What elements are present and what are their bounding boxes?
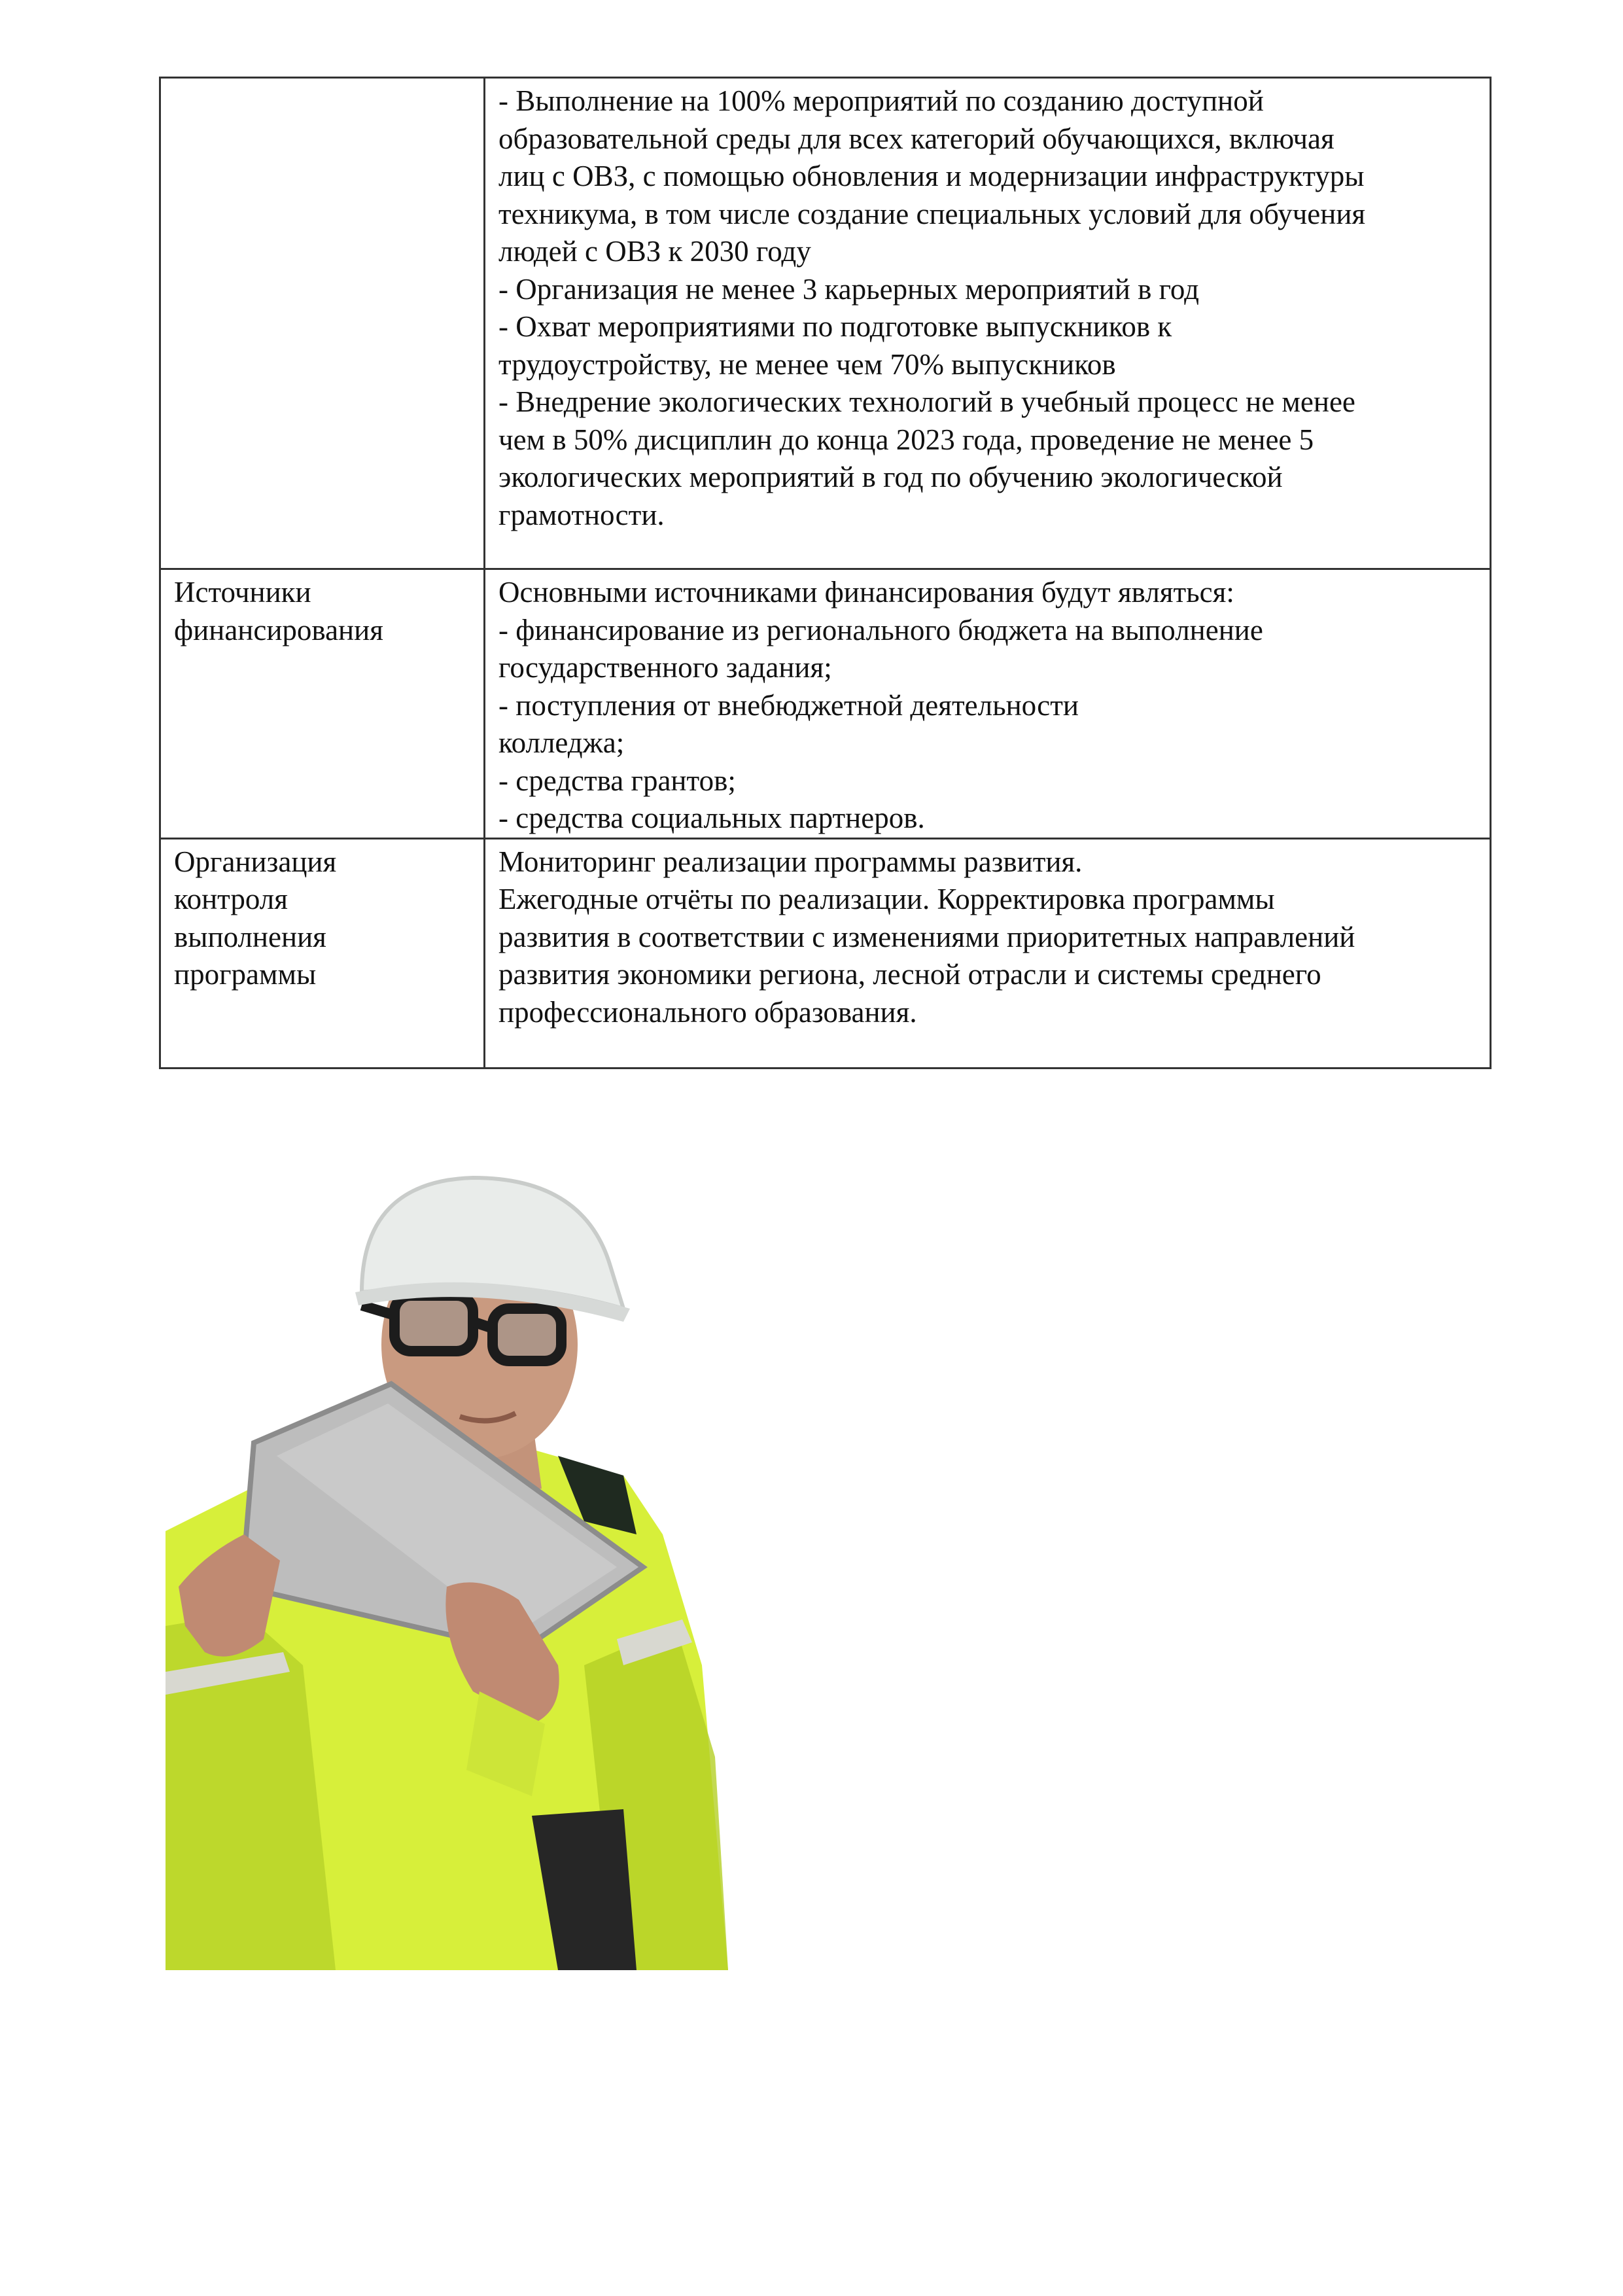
label-line: Источники xyxy=(174,576,311,609)
row-value-cell xyxy=(485,569,1491,839)
text-line: грамотности. xyxy=(498,498,665,531)
text-line: экологических мероприятий в год по обучению экологической xyxy=(498,461,1283,493)
text-line: - Внедрение экологических технологий в учебный процесс не менее xyxy=(498,385,1355,418)
row-value-cell xyxy=(485,78,1491,569)
label-line: контроля xyxy=(174,883,288,915)
text-line: Основными источниками финансирования будут являться: xyxy=(498,576,1234,609)
label-line: финансирования xyxy=(174,613,383,646)
text-line: Мониторинг реализации программы развития. xyxy=(498,845,1083,878)
text-line: - Выполнение на 100% мероприятий по созданию доступной xyxy=(498,84,1264,117)
text-line: - средства социальных партнеров. xyxy=(498,802,925,834)
row-label-cell xyxy=(160,78,485,569)
label-line: программы xyxy=(174,958,317,991)
text-line: государственного задания; xyxy=(498,651,832,684)
text-line: - поступления от внебюджетной деятельности xyxy=(498,688,1079,722)
label-line: Организация xyxy=(174,845,337,878)
text-line: образовательной среды для всех категорий обучающихся, включая xyxy=(498,122,1335,155)
text-line: развития экономики региона, лесной отрасли и системы среднего xyxy=(498,958,1321,991)
row-label-cell xyxy=(160,838,485,1068)
table-row-targets xyxy=(160,78,1491,569)
table-row-financing xyxy=(160,569,1491,839)
text-line: - средства грантов; xyxy=(498,764,736,797)
table-row-control xyxy=(160,838,1491,1068)
text-line: лиц с ОВЗ, с помощью обновления и модернизации инфраструктуры xyxy=(498,160,1365,192)
label-line: выполнения xyxy=(174,920,326,953)
text-line: техникума, в том числе создание специальных условий для обучения xyxy=(498,197,1366,230)
text-line: чем в 50% дисциплин до конца 2023 года, проведение не менее 5 xyxy=(498,423,1314,456)
text-line: - финансирование из регионального бюджета на выполнение xyxy=(498,613,1263,646)
row-label-cell xyxy=(160,569,485,839)
text-line: - Организация не менее 3 карьерных мероприятий в год xyxy=(498,272,1200,306)
text-line: развития в соответствии с изменениями приоритетных направлений xyxy=(498,920,1355,953)
text-line: Ежегодные отчёты по реализации. Корректировка программы xyxy=(498,883,1275,915)
engineer-with-tablet-photo xyxy=(166,1168,921,1970)
text-line: колледжа; xyxy=(498,726,625,759)
text-line: людей с ОВЗ к 2030 году xyxy=(498,235,811,268)
program-passport-table xyxy=(159,77,1492,1069)
row-value-cell xyxy=(485,838,1491,1068)
engineer-illustration xyxy=(166,1168,921,1970)
text-line: профессионального образования. xyxy=(498,995,917,1029)
text-line: трудоустройству, не менее чем 70% выпускников xyxy=(498,347,1116,381)
text-line: - Охват мероприятиями по подготовке выпускников к xyxy=(498,310,1172,343)
